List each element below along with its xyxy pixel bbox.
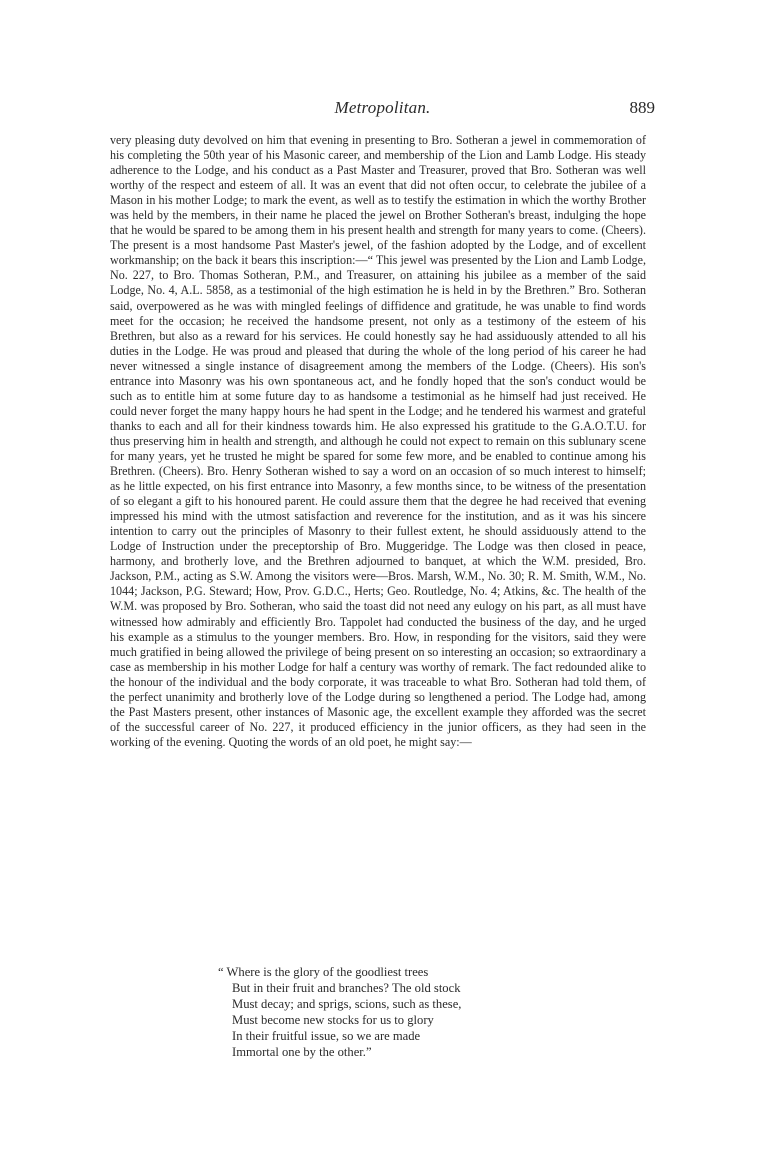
page-header	[110, 98, 655, 122]
verse-line: “ Where is the glory of the goodliest trees	[218, 965, 429, 979]
verse-line: Must decay; and sprigs, scions, such as these,	[232, 996, 462, 1011]
verse-line: But in their fruit and branches? The old stock	[232, 980, 461, 995]
verse-line: In their fruitful issue, so we are made	[232, 1028, 421, 1043]
page-number: 889	[629, 98, 655, 117]
body-paragraph: very pleasing duty devolved on him that evening in presenting to Bro. Sotheran a jewel in commemoration of his completing the 50th year of his Masonic career, and membership of the Lion and Lamb Lodge. His steady adherence to the Lodge, and his conduct as a Past Master and Treasurer, proved that Bro. Sotheran was well worthy of the respect and esteem of all. It was an event that did not often occur, to celebrate the jubilee of a Mason in his mother Lodge; to mark the event, as well as to testify the estimation in which the worthy Brother was held by the members, in their name he placed the jewel on Brother Sotheran's breast, indulging the hope that he would be spared to be among them in his present health and strength for many years to come. (Cheers). The present is a most handsome Past Master's jewel, of the fashion adopted by the Lodge, and of excellent workmanship; on the back it bears this inscription:—“ This jewel was presented by the Lion and Lamb Lodge, No. 227, to Bro. Thomas Sotheran, P.M., and Treasurer, on attaining his jubilee as a member of the said Lodge, No. 4, A.L. 5858, as a testimonial of the high estimation he is held in by the Brethren.” Bro. Sotheran said, overpowered as he was with mingled feelings of diffidence and gratitude, he was unable to find words meet for the occasion; he received the handsome present, not only as a testimony of the esteem of his Brethren, but also as a reward for his services. He could honestly say he had assiduously attended to all his duties in the Lodge. He was proud and pleased that during the whole of the long period of his career he had never witnessed a single instance of disagreement among the members of the Lodge. (Cheers). His son's entrance into Masonry was his own spontaneous act, and he fondly hoped that the son's conduct would be such as to entitle him at some future day to as handsome a testimonial as he himself had just received. He could never forget the many happy hours he had spent in the Lodge; and he tendered his warmest and grateful thanks to each and all for their kindness towards him. He also expressed his gratitude to the G.A.O.T.U. for thus preserving him in health and strength, and although he could not expect to remain on this sublunary scene for many years, yet he trusted he might be spared for some few more, and be enabled to continue among his Brethren. (Cheers). Bro. Henry Sotheran wished to say a word on an occasion of so much interest to himself; as he little expected, on his first entrance into Masonry, a few months since, to be witness of the presentation of so elegant a gift to his honoured parent. He could assure them that the degree he had received that evening impressed his mind with the utmost satisfaction and reverence for the institution, and as it was his sincere intention to carry out the principles of Masonry to their fullest extent, he should assiduously attend to the Lodge of Instruction under the preceptorship of Bro. Muggeridge. The Lodge was then closed in peace, harmony, and brotherly love, and the Brethren adjourned to banquet, at which the W.M. presided, Bro. Jackson, P.M., acting as S.W. Among the visitors were—Bros. Marsh, W.M., No. 30; R. M. Smith, W.M., No. 1044; Jackson, P.G. Steward; How, Prov. G.D.C., Herts; Geo. Routledge, No. 4; Atkins, &c. The health of the W.M. was proposed by Bro. Sotheran, who said the toast did not need any eulogy on his part, as all must have witnessed how admirably and efficiently Bro. Tappolet had conducted the business of the day, and he urged his example as a stimulus to the younger members. Bro. How, in responding for the visitors, said they were much gratified in being allowed the privilege of being present on so interesting an occasion; so extraordinary a case as membership in his mother Lodge for half a century was worthy of remark. The fact redounded alike to the honour of the individual and the body corporate, it was traceable to what Bro. Sotheran had told them, of the perfect unanimity and brotherly love of the Lodge during so lengthened a period. The Lodge had, among the Past Masters present, other instances of Masonic age, the excellent example they afforded was the secret of the successful career of No. 227, it produced efficiency in the junior officers, as they had seen in the working of the evening. Quoting the words of an old poet, he might say:—	[110, 133, 646, 749]
verse-line: Immortal one by the other.”	[232, 1044, 372, 1059]
running-title: Metropolitan.	[334, 98, 431, 117]
verse-quotation	[218, 965, 618, 1060]
verse-line: Must become new stocks for us to glory	[232, 1012, 434, 1027]
body-text	[110, 133, 646, 750]
